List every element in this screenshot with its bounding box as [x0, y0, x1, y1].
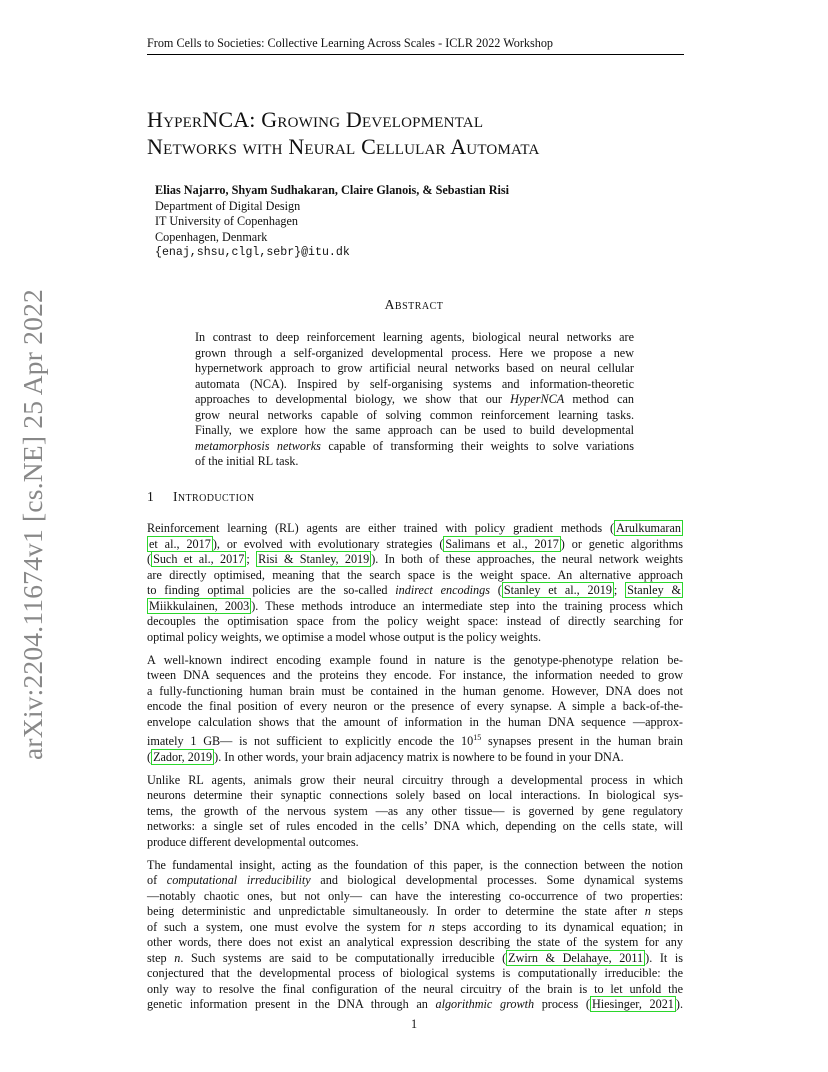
abstract-line: Finally, we explore how the same approach can be used to build developmental: [195, 423, 634, 437]
text-line: The fundamental insight, acting as the foundation of this paper, is the connection between the notion: [147, 857, 683, 872]
author-department: Department of Digital Design: [155, 198, 301, 213]
citation-link[interactable]: Arulkumaran: [616, 521, 681, 535]
text-line: produce different developmental outcomes.: [147, 834, 359, 849]
citation-link[interactable]: Stanley et al., 2019: [503, 583, 612, 597]
abstract-text: [195, 330, 634, 470]
text-line: step n. Such systems are said to be computationally irreducible ( Zwirn & Delahaye, 2011 ). It is: [147, 950, 683, 965]
abstract-line: approaches to developmental biology, we show that our HyperNCA method can: [195, 392, 634, 406]
author-email: {enaj,shsu,clgl,sebr}@itu.dk: [155, 246, 350, 259]
section-heading-introduction: [147, 489, 255, 505]
paper-title: [147, 106, 707, 160]
author-names: Elias Najarro, Shyam Sudhakaran, Claire Glanois, & Sebastian Risi: [155, 183, 510, 197]
citation-link[interactable]: Salimans et al., 2017: [445, 536, 559, 551]
text-line: tween DNA sequences and the proteins they encode. For instance, the information needed to grow: [147, 668, 683, 682]
title-line-1: HyperNCA: Growing Developmental: [147, 107, 484, 132]
text-line: A well-known indirect encoding example found in nature is the genotype-phenotype relation be-: [147, 652, 683, 667]
author-university: IT University of Copenhagen: [155, 214, 298, 228]
text-line: only way to resolve the final configuration of the neural circuitry of the brain is to let unfold the: [147, 981, 683, 996]
text-line: conjectured that the developmental process of biological systems is computationally irreducible: the: [147, 966, 683, 980]
abstract-line: metamorphosis networks capable of transforming their weights to solve variations: [195, 438, 634, 453]
citation-link[interactable]: Hiesinger, 2021: [591, 997, 674, 1011]
text-line: encode the final position of every neuron or the presence of every synapse. A simple a back-of-the-: [147, 699, 683, 713]
hypernca-emphasis: HyperNCA: [510, 392, 565, 406]
citation-link[interactable]: Such et al., 2017: [153, 552, 245, 566]
abstract-heading: Abstract: [384, 297, 444, 312]
text-line: imately 1 GB— is not sufficient to explicitly encode the $10^{15}$ synapses present in the human brain: [147, 733, 683, 748]
text-line: networks: a single set of rules encoded in the cells’ DNA which, depending on the cells state, will: [147, 819, 683, 833]
abstract-line: In contrast to deep reinforcement learning agents, biological neural networks are: [195, 330, 634, 344]
paragraph-1: [147, 521, 683, 645]
abstract-line: grow neural networks capable of solving common reinforcement learning tasks.: [195, 407, 634, 422]
text-line: et al., 2017 ), or evolved with evolutionary strategies ( Salimans et al., 2017 ) or genetic algorithms: [149, 536, 683, 551]
abstract-line: automata (NCA). Inspired by self-organising systems and information-theoretic: [195, 376, 634, 391]
text-line: genetic information present in the DNA through an algorithmic growth process ( Hiesinger, 2021 ).: [147, 997, 683, 1011]
text-line: Reinforcement learning (RL) agents are either trained with policy gradient methods ( Arulkumaran: [147, 521, 681, 535]
text-line: —notably chaotic ones, but not only— can have the interesting co-occurrence of two properties:: [147, 888, 683, 903]
metamorphosis-emphasis: metamorphosis networks: [195, 438, 321, 453]
text-line: Miikkulainen, 2003 ). These methods introduce an intermediate step into the training process which: [149, 598, 683, 613]
citation-link[interactable]: et al., 2017: [149, 536, 211, 551]
author-location: Copenhagen, Denmark: [155, 229, 268, 244]
section-title: Introduction: [173, 489, 255, 504]
citation-link[interactable]: Zwirn & Delahaye, 2011: [508, 950, 644, 965]
paragraph-3: [147, 773, 683, 851]
abstract-line: grown through a self-organized developmental process. Here we propose a new: [195, 345, 634, 360]
text-line: decouples the optimisation space from the policy weight space: instead of directly searching for: [147, 614, 683, 628]
text-line: Unlike RL agents, animals grow their neural circuitry through a developmental process in which: [147, 772, 683, 787]
abstract-line: of the initial RL task.: [195, 454, 299, 468]
citation-link[interactable]: Risi & Stanley, 2019: [258, 552, 370, 566]
page-number: 1: [410, 1017, 418, 1031]
paragraph-2: [147, 653, 683, 766]
arxiv-identifier-sidebar: arXiv:2204.11674v1 [cs.NE] 25 Apr 2022: [17, 289, 48, 760]
header-rule: [147, 54, 684, 55]
text-line: are directly optimised, meaning that the search space is the weight space. An alternative approach: [147, 567, 683, 582]
citation-link[interactable]: Zador, 2019: [153, 749, 213, 764]
citation-link[interactable]: Stanley &: [627, 583, 681, 597]
text-line: optimal policy weights, we optimise a model whose output is the policy weights.: [147, 629, 542, 644]
text-line: envelope calculation shows that the amount of information in the human DNA sequence —approx-: [147, 714, 683, 729]
text-line: being deterministic and unpredictable simultaneously. In order to determine the state after n steps: [147, 904, 684, 918]
author-block: [155, 183, 509, 261]
text-line: a fully-functioning human brain must be contained in the human genome. However, DNA does not: [147, 683, 683, 698]
paragraph-4: [147, 858, 683, 1013]
text-line: ( Such et al., 2017 ; Risi & Stanley, 2019 ). In both of these approaches, the neural network weights: [147, 552, 684, 566]
running-header: From Cells to Societies: Collective Learning Across Scales - ICLR 2022 Workshop: [147, 36, 554, 50]
text-line: neurons determine their synaptic connections solely based on local interactions. In biological sys-: [147, 788, 683, 802]
text-line: of such a system, one must evolve the system for n steps according to its dynamical equation; in: [147, 919, 683, 934]
citation-link[interactable]: Miikkulainen, 2003: [149, 598, 250, 613]
text-line: other words, there does not exist an analytical expression describing the state of the system for any: [147, 935, 683, 949]
section-number: 1: [147, 489, 154, 504]
body-text: [147, 521, 683, 1020]
text-line: ( Zador, 2019 ). In other words, your brain adjacency matrix is nowhere to be found in your DNA.: [147, 749, 624, 764]
text-line: tems, the growth of the nervous system —as any other tissue— is governed by gene regulatory: [147, 803, 683, 818]
text-line: to finding optimal policies are the so-called indirect encodings ( Stanley et al., 2019 ; Stanley &: [147, 583, 681, 597]
title-line-2: Networks with Neural Cellular Automata: [147, 134, 540, 159]
abstract-line: hypernetwork approach to grow artificial neural networks based on neural cellular: [195, 361, 634, 375]
text-line: of computational irreducibility and biological developmental processes. Some dynamical systems: [147, 873, 683, 887]
